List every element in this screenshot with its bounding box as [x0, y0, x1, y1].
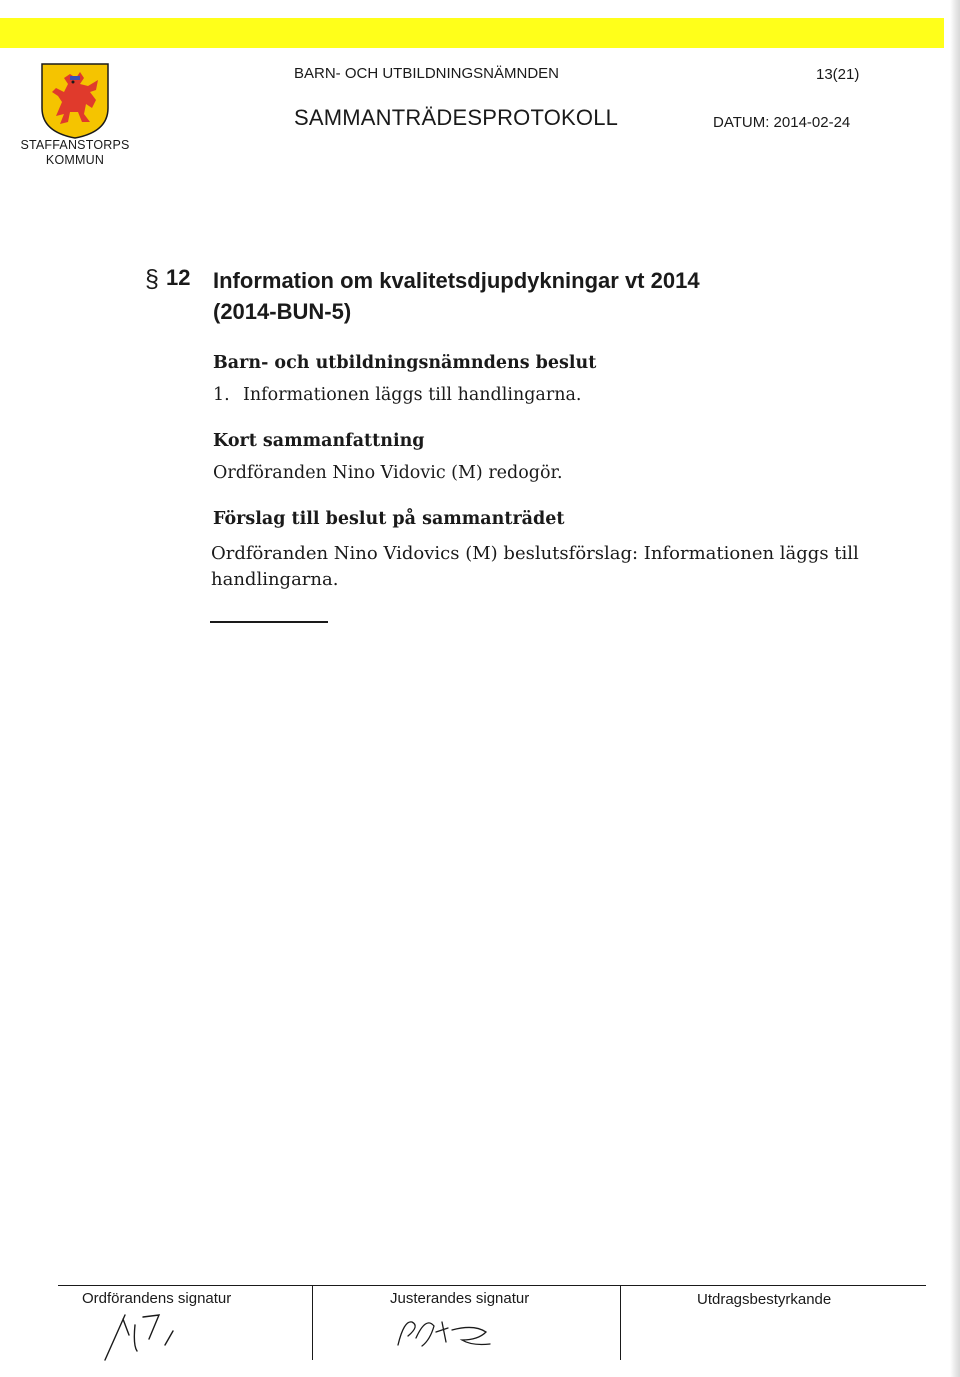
footer-divider-1 — [312, 1285, 313, 1360]
decision-item-number: 1. — [213, 385, 230, 405]
proposal-text: Ordföranden Nino Vidovics (M) beslutsförslag: Informationen läggs till handlingarna. — [211, 543, 859, 590]
document-title: SAMMANTRÄDESPROTOKOLL — [294, 105, 619, 130]
extract-certification-label: Utdragsbestyrkande — [697, 1291, 832, 1308]
chair-signature-label: Ordförandens signatur — [82, 1290, 232, 1307]
page-number: 13(21) — [816, 66, 860, 83]
meeting-date: DATUM: 2014-02-24 — [713, 114, 851, 131]
section-title-line2: (2014-BUN-5) — [213, 299, 352, 324]
coat-of-arms-icon — [40, 62, 110, 140]
summary-heading: Kort sammanfattning — [213, 431, 425, 451]
proposal-heading: Förslag till beslut på sammanträdet — [213, 509, 565, 529]
adjuster-signature-label: Justerandes signatur — [390, 1290, 530, 1307]
section-symbol: § — [145, 265, 159, 293]
municipality-name — [20, 138, 130, 168]
section-title-line1: Information om kvalitetsdjupdykningar vt 2014 — [213, 268, 700, 293]
adjuster-signature — [390, 1310, 500, 1355]
chair-signature — [95, 1305, 215, 1365]
decision-item-text: Informationen läggs till handlingarna. — [243, 385, 582, 405]
municipality-line1: STAFFANSTORPS — [20, 138, 130, 152]
scan-edge-shadow — [950, 0, 960, 1377]
committee-name: BARN- OCH UTBILDNINGSNÄMNDEN — [294, 65, 560, 82]
highlight-strip — [0, 18, 944, 48]
summary-text: Ordföranden Nino Vidovic (M) redogör. — [213, 463, 563, 483]
municipality-line2: KOMMUN — [45, 153, 105, 167]
section-end-rule — [210, 621, 328, 623]
footer-divider-2 — [620, 1285, 621, 1360]
decision-heading: Barn- och utbildningsnämndens beslut — [213, 353, 597, 373]
section-title — [213, 265, 813, 327]
section-number: 12 — [166, 265, 191, 290]
footer-rule — [58, 1285, 926, 1286]
